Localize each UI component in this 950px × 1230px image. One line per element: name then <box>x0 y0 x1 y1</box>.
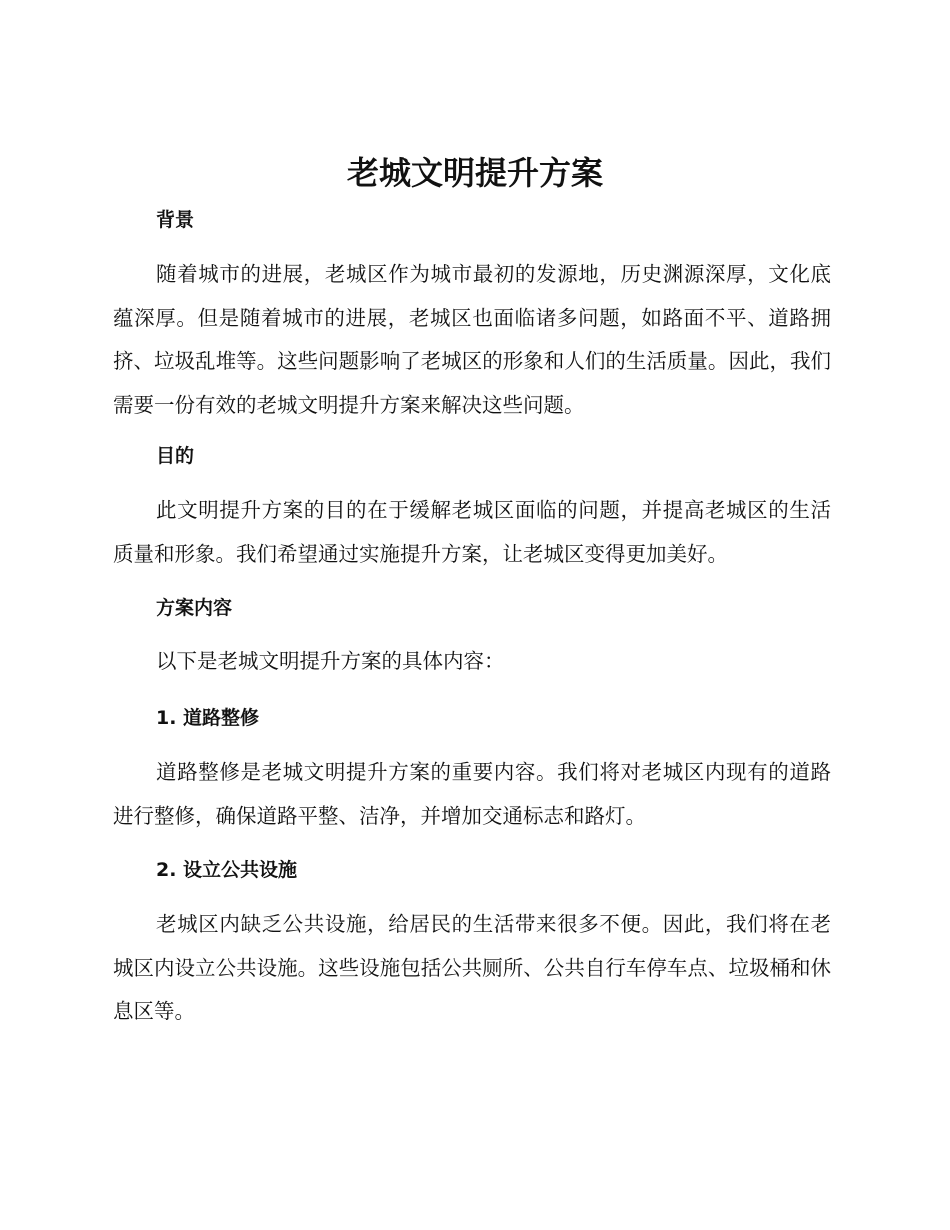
document-title: 老城文明提升方案 <box>346 154 603 192</box>
section-heading-content: 方案内容 <box>156 597 233 619</box>
paragraph-public-facilities: 老城区内缺乏公共设施，给居民的生活带来很多不便。因此，我们将在老城区内设立公共设施。这些设施包括公共厕所、公共自行车停车点、垃圾桶和休息区等。 <box>113 912 831 1023</box>
section-heading-purpose: 目的 <box>156 445 195 467</box>
paragraph-road-repair: 道路整修是老城文明提升方案的重要内容。我们将对老城区内现有的道路进行整修，确保道路平整、洁净，并增加交通标志和路灯。 <box>113 760 831 828</box>
section-heading-background: 背景 <box>156 209 195 231</box>
paragraph-background: 随着城市的进展，老城区作为城市最初的发源地，历史渊源深厚，文化底蕴深厚。但是随着城市的进展，老城区也面临诸多问题，如路面不平、道路拥挤、垃圾乱堆等。这些问题影响了老城区的形象和人们的生活质量。因此，我们需要一份有效的老城文明提升方案来解决这些问题。 <box>113 262 831 417</box>
paragraph-purpose: 此文明提升方案的目的在于缓解老城区面临的问题，并提高老城区的生活质量和形象。我们希望通过实施提升方案，让老城区变得更加美好。 <box>113 498 831 566</box>
section-heading-road-repair: 1. 道路整修 <box>156 707 260 729</box>
paragraph-content-intro: 以下是老城文明提升方案的具体内容： <box>156 649 505 673</box>
section-heading-public-facilities: 2. 设立公共设施 <box>156 859 298 881</box>
